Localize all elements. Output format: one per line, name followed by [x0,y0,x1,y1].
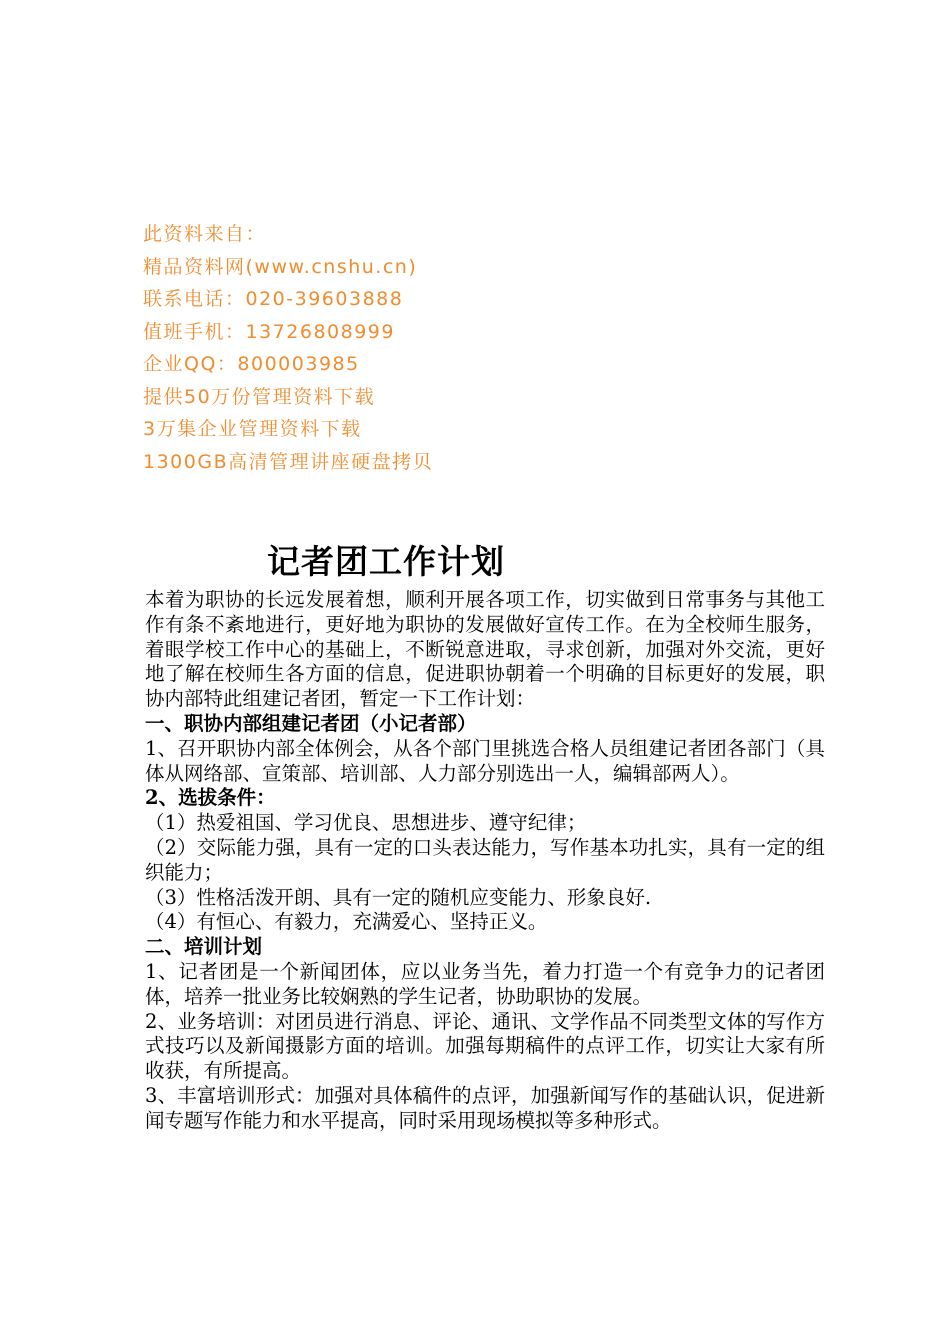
source-info-line: 联系电话：020-39603888 [143,288,404,310]
document-body [145,536,825,1134]
section-heading: 二、培训计划 [145,935,263,959]
source-info-line: 此资料来自： [143,223,267,245]
condition-item: （2）交际能力强，具有一定的口头表达能力，写作基本功扎实，具有一定的组织能力； [145,835,825,884]
source-info-line: 值班手机：13726808999 [143,320,395,343]
list-item: 1、召开职协内部全体例会，从各个部门里挑选合格人员组建记者团各部门（具体从网络部、宣策部、培训部、人力部分别选出一人，编辑部两人）。 [145,736,825,785]
subsection-heading: 2、选拔条件： [145,786,276,810]
source-info-line: 精品资料网(www.cnshu.cn) [143,255,418,278]
intro-paragraph: 本着为职协的长远发展着想，顺利开展各项工作，切实做到日常事务与其他工作有条不紊地进行，更好地为职协的发展做好宣传工作。在为全校师生服务，着眼学校工作中心的基础上，不断锐意进取，寻求创新，加强对外交流，更好地了解在校师生各方面的信息，促进职协朝着一个明确的目标更好的发展，职协内部特此组建记者团，暂定一下工作计划： [145,588,825,711]
list-item: 2、业务培训：对团员进行消息、评论、通讯、文学作品不同类型文体的写作方式技巧以及新闻摄影方面的培训。加强每期稿件的点评工作，切实让大家有所收获，有所提高。 [145,1009,825,1083]
source-info-line: 3万集企业管理资料下载 [143,418,362,440]
list-item: 3、丰富培训形式：加强对具体稿件的点评，加强新闻写作的基础认识，促进新闻专题写作能力和水平提高，同时采用现场模拟等多种形式。 [145,1083,825,1132]
condition-item: （4）有恒心、有毅力，充满爱心、坚持正义。 [145,910,548,934]
source-info-block [143,218,563,478]
condition-item: （3）性格活泼开朗、具有一定的随机应变能力、形象良好. [145,885,652,909]
list-item: 1、记者团是一个新闻团体，应以业务当先，着力打造一个有竞争力的记者团体，培养一批业务比较娴熟的学生记者，协助职协的发展。 [145,959,825,1008]
source-info-line: 1300GB高清管理讲座硬盘拷贝 [143,450,434,473]
source-info-line: 企业QQ：800003985 [143,353,360,375]
source-info-line: 提供50万份管理资料下载 [143,385,376,408]
section-heading: 一、职协内部组建记者团（小记者部） [145,711,477,735]
condition-item: （1）热爱祖国、学习优良、思想进步、遵守纪律； [145,811,587,835]
document-title: 记者团工作计划 [267,542,505,581]
